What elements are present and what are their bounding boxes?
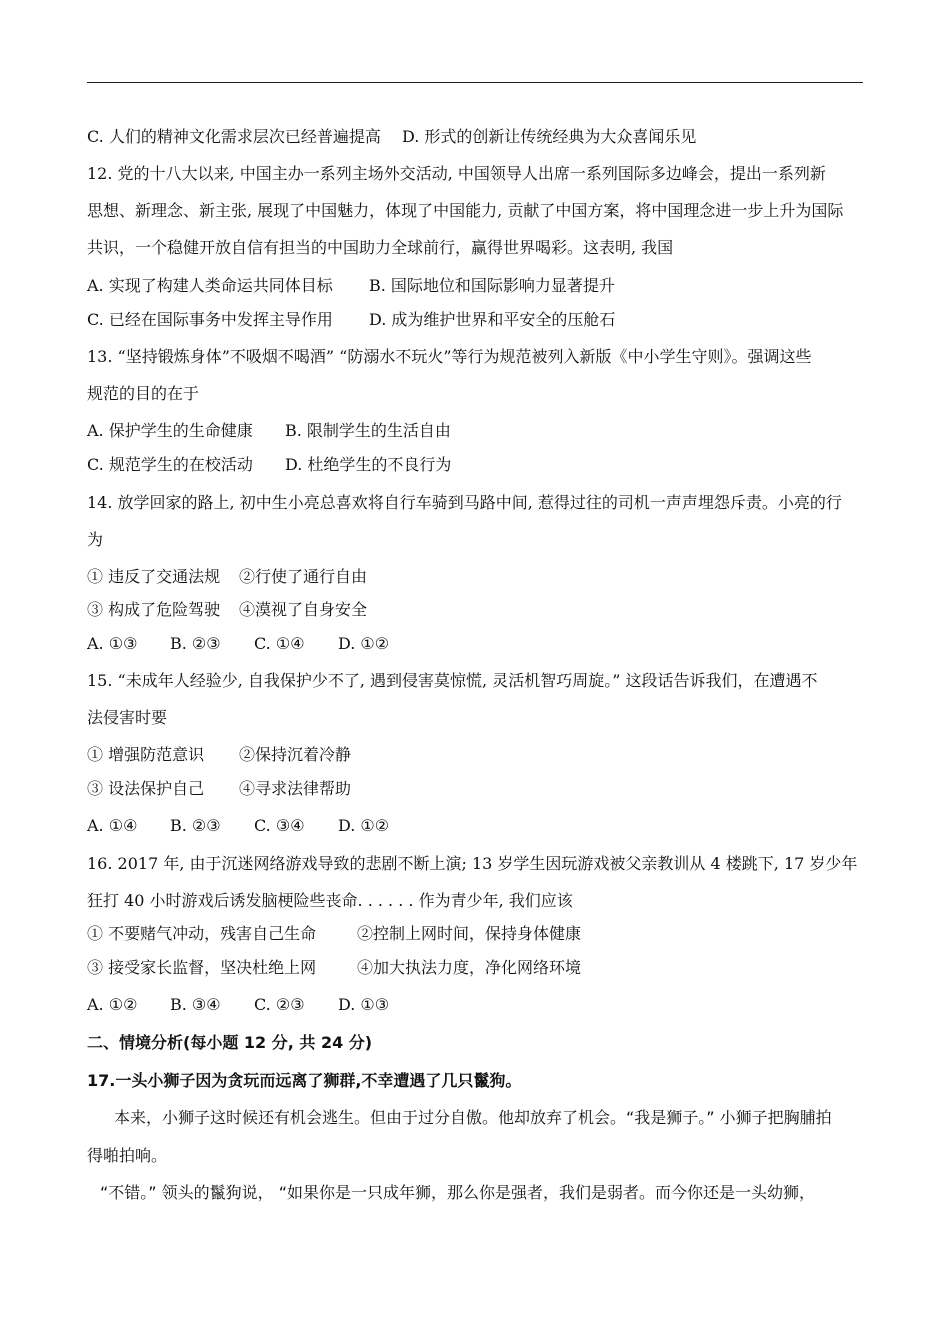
- q13-stem-line-1: 13. “坚持锻炼身体”不吸烟不喝酒” “防溺水不玩火”等行为规范被列入新版《中小学生守则》。强调这些: [87, 347, 812, 366]
- q16-item-1: ① 不要赌气冲动，残害自己生命: [87, 924, 317, 943]
- q15-option-d: D. ①②: [338, 816, 390, 835]
- q14-stem-line-2: 为: [87, 530, 104, 549]
- q15-item-4: ④寻求法律帮助: [239, 779, 352, 798]
- q15-item-3: ③ 设法保护自己: [87, 779, 205, 798]
- q15-stem-line-2: 法侵害时要: [87, 708, 168, 727]
- q14-item-2: ②行使了通行自由: [239, 567, 368, 586]
- q13-option-d: D. 杜绝学生的不良行为: [285, 455, 452, 474]
- q16-option-a: A. ①②: [87, 995, 138, 1014]
- q17-stem: 17.一头小狮子因为贪玩而远离了狮群,不幸遭遇了几只鬣狗。: [87, 1071, 522, 1090]
- q14-stem-line-1: 14. 放学回家的路上, 初中生小亮总喜欢将自行车骑到马路中间, 惹得过往的司机一声声埋怨斥责。小亮的行: [87, 493, 842, 512]
- q14-option-a: A. ①③: [87, 634, 138, 653]
- q13-stem-line-2: 规范的目的在于: [87, 384, 200, 403]
- q17-paragraph-2: “不错。” 领头的鬣狗说， “如果你是一只成年狮，那么你是强者，我们是弱者。而今你还是一头幼狮，: [100, 1183, 816, 1202]
- header-rule: [87, 82, 863, 83]
- q16-option-d: D. ①③: [338, 995, 390, 1014]
- q16-option-b: B. ③④: [170, 995, 221, 1014]
- q12-stem-line-3: 共识，一个稳健开放自信有担当的中国助力全球前行，赢得世界喝彩。这表明, 我国: [87, 238, 674, 257]
- q14-item-1: ① 违反了交通法规: [87, 567, 221, 586]
- q14-option-d: D. ①②: [338, 634, 390, 653]
- q14-option-c: C. ①④: [254, 634, 305, 653]
- q15-option-c: C. ③④: [254, 816, 305, 835]
- q16-item-2: ②控制上网时间，保持身体健康: [357, 924, 582, 943]
- q15-item-1: ① 增强防范意识: [87, 745, 205, 764]
- q16-option-c: C. ②③: [254, 995, 305, 1014]
- q12-option-d: D. 成为维护世界和平安全的压舱石: [369, 310, 616, 329]
- section-heading: 二、情境分析(每小题 12 分, 共 24 分): [87, 1033, 373, 1052]
- q15-option-b: B. ②③: [170, 816, 221, 835]
- q14-item-3: ③ 构成了危险驾驶: [87, 600, 221, 619]
- q15-stem-line-1: 15. “未成年人经验少, 自我保护少不了, 遇到侵害莫惊慌, 灵活机智巧周旋。” 这段话告诉我们，在遭遇不: [87, 671, 818, 690]
- q17-paragraph-1b: 得啪拍响。: [87, 1146, 168, 1165]
- q16-stem-line-2: 狂打 40 小时游戏后诱发脑梗险些丧命. . . . . . 作为青少年, 我们应该: [87, 891, 573, 910]
- q11-option-c: C. 人们的精神文化需求层次已经普遍提高: [87, 127, 381, 146]
- q17-paragraph-1a: 本来，小狮子这时候还有机会逃生。但由于过分自傲。他却放弃了机会。“我是狮子。” 小狮子把胸脯拍: [114, 1108, 832, 1127]
- q14-item-4: ④漠视了自身安全: [239, 600, 368, 619]
- q12-stem-line-1: 12. 党的十八大以来, 中国主办一系列主场外交活动, 中国领导人出席一系列国际多边峰会，提出一系列新: [87, 164, 826, 183]
- q12-stem-line-2: 思想、新理念、新主张, 展现了中国魅力，体现了中国能力, 贡献了中国方案，将中国理念进一步上升为国际: [87, 201, 844, 220]
- q13-option-a: A. 保护学生的生命健康: [87, 421, 253, 440]
- q14-option-b: B. ②③: [170, 634, 221, 653]
- q16-stem-line-1: 16. 2017 年, 由于沉迷网络游戏导致的悲剧不断上演; 13 岁学生因玩游戏被父亲教训从 4 楼跳下, 17 岁少年: [87, 854, 858, 873]
- q16-item-3: ③ 接受家长监督，坚决杜绝上网: [87, 958, 317, 977]
- q13-option-b: B. 限制学生的生活自由: [285, 421, 451, 440]
- q12-option-c: C. 已经在国际事务中发挥主导作用: [87, 310, 333, 329]
- q15-item-2: ②保持沉着冷静: [239, 745, 352, 764]
- q13-option-c: C. 规范学生的在校活动: [87, 455, 253, 474]
- q15-option-a: A. ①④: [87, 816, 138, 835]
- q11-option-d: D. 形式的创新让传统经典为大众喜闻乐见: [402, 127, 697, 146]
- q16-item-4: ④加大执法力度，净化网络环境: [357, 958, 582, 977]
- q12-option-b: B. 国际地位和国际影响力显著提升: [369, 276, 615, 295]
- q12-option-a: A. 实现了构建人类命运共同体目标: [87, 276, 333, 295]
